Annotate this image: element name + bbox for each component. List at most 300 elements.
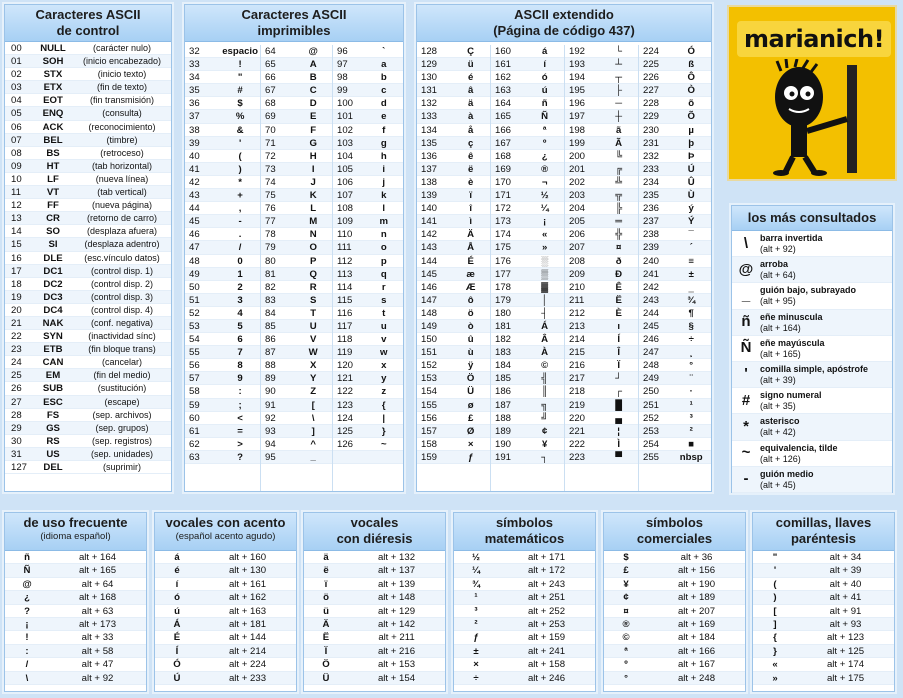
bottom-panel-list: [753, 551, 894, 685]
table-row: [639, 333, 711, 346]
character-glyph: [: [311, 399, 315, 411]
table-row: [185, 176, 261, 189]
alt-code: alt + 91: [829, 605, 862, 617]
character-glyph: |: [382, 412, 386, 424]
character-glyph: ù: [467, 347, 474, 359]
table-row: [5, 265, 171, 278]
most-consulted-list: [732, 231, 892, 493]
character-glyph: ≡: [688, 255, 694, 267]
bottom-panel-title: vocales: [350, 515, 399, 530]
code-number: 60: [189, 412, 200, 424]
code-number: 112: [337, 255, 353, 267]
character-glyph: ): [238, 163, 242, 175]
bottom-panel-0: [4, 512, 147, 692]
code-number: 52: [189, 307, 200, 319]
code-number: 42: [189, 176, 200, 188]
character-glyph: º: [542, 137, 547, 149]
table-row: [185, 320, 261, 333]
code-number: 181: [495, 320, 512, 332]
character-glyph: ;: [238, 399, 242, 411]
character-glyph: É: [173, 632, 181, 644]
table-row: [417, 294, 491, 307]
character-glyph: $: [623, 552, 629, 563]
code-number: 78: [265, 229, 276, 241]
character-glyph: þ: [688, 137, 695, 149]
code-number: 94: [265, 438, 276, 450]
table-row: [185, 281, 261, 294]
character-glyph: @: [308, 46, 318, 57]
alt-code: alt + 172: [527, 565, 566, 577]
table-row: [454, 564, 595, 577]
table-row: [5, 68, 171, 81]
character-glyph: Ù: [687, 190, 695, 202]
character-glyph: ª: [624, 645, 628, 657]
character-glyph: J: [310, 176, 316, 188]
code-number: 83: [265, 294, 276, 306]
character-glyph: b: [380, 72, 387, 84]
code-number: 49: [189, 268, 200, 280]
table-row: [491, 228, 565, 241]
character-glyph: 6: [237, 334, 243, 346]
alt-code: alt + 163: [228, 605, 267, 617]
control-chars-title-line1: Caracteres ASCII: [35, 7, 141, 22]
character-description: [760, 415, 892, 438]
code-number: 174: [495, 229, 512, 241]
character-glyph: Þ: [687, 150, 695, 162]
table-row: [333, 255, 403, 268]
code-number: 13: [11, 213, 22, 225]
table-row: [565, 294, 639, 307]
table-row: [753, 658, 894, 671]
table-row: [5, 409, 171, 422]
code-number: 219: [569, 399, 586, 411]
table-row: [417, 71, 491, 84]
code-number: 184: [495, 360, 512, 372]
alt-code: alt + 154: [377, 672, 416, 684]
code-number: 08: [11, 147, 22, 159]
character-glyph: nbsp: [679, 451, 703, 463]
character-glyph: ð: [615, 255, 622, 267]
control-description: (tab horizontal): [91, 160, 153, 171]
bottom-panel-title: símbolos: [645, 515, 704, 530]
character-glyph: x: [381, 360, 387, 372]
character-glyph: ©: [622, 632, 630, 644]
code-number: 230: [643, 124, 660, 136]
character-glyph: É: [467, 255, 474, 267]
bottom-panel-subtitle: (español acento agudo): [175, 531, 276, 542]
table-row: [565, 137, 639, 150]
character-glyph: (: [773, 578, 777, 590]
control-description: (inicio texto): [97, 69, 147, 80]
code-number: 75: [265, 190, 276, 202]
table-row: [304, 564, 445, 577]
alt-code: alt + 123: [826, 632, 865, 644]
table-row: [333, 150, 403, 163]
code-number: 34: [189, 72, 200, 84]
control-abbrev: GS: [46, 422, 60, 434]
alt-code: (alt + 42): [760, 427, 796, 438]
table-row: [5, 317, 171, 330]
character-glyph: M: [309, 216, 318, 228]
alt-code: alt + 251: [527, 592, 566, 604]
alt-code: alt + 252: [527, 605, 566, 617]
character-glyph: ©: [541, 360, 549, 372]
control-description: (consulta): [102, 108, 142, 119]
character-glyph: X: [309, 360, 317, 372]
code-number: 14: [11, 226, 22, 238]
control-description: (sep. archivos): [92, 409, 152, 420]
extended-column: [565, 45, 639, 464]
character-glyph: \: [25, 672, 29, 684]
code-number: 188: [495, 412, 512, 424]
bottom-panel-title: vocales con acento: [165, 515, 286, 530]
table-row: [5, 199, 171, 212]
character-glyph: Z: [310, 386, 317, 398]
table-row: [185, 359, 261, 372]
character-glyph: ?: [24, 605, 30, 617]
code-number: 117: [337, 320, 353, 332]
control-description: (nueva página): [91, 200, 153, 211]
code-number: 102: [337, 124, 354, 136]
code-number: 44: [189, 203, 200, 215]
table-row: [261, 84, 333, 97]
code-number: 200: [569, 150, 586, 162]
character-glyph: I: [311, 163, 315, 175]
table-row: [5, 435, 171, 448]
table-row: [155, 672, 296, 685]
code-number: 165: [495, 111, 512, 123]
control-description: (fin bloque trans): [88, 344, 156, 355]
alt-code: alt + 216: [377, 645, 416, 657]
extended-ascii-header: [417, 5, 711, 42]
table-row: [261, 412, 333, 425]
table-row: [5, 605, 146, 618]
control-abbrev: NAK: [42, 317, 64, 329]
code-number: 93: [265, 425, 276, 437]
control-abbrev: DEL: [43, 462, 63, 473]
alt-code: alt + 36: [680, 552, 713, 563]
alt-code: alt + 169: [677, 618, 716, 630]
code-number: 38: [189, 124, 200, 136]
printable-chars-header: [185, 5, 403, 42]
character-glyph: @: [22, 578, 32, 590]
control-description: (nueva línea): [95, 173, 149, 184]
table-row: [491, 281, 565, 294]
table-row: [639, 425, 711, 438]
table-row: [333, 45, 403, 58]
description-name: eñe mayúscula: [760, 337, 825, 348]
table-row: [454, 578, 595, 591]
extended-column: [491, 45, 565, 464]
code-number: 17: [11, 265, 22, 277]
table-row: [333, 320, 403, 333]
table-row: [261, 281, 333, 294]
table-row: [185, 97, 261, 110]
code-number: 193: [569, 59, 586, 71]
character-glyph: 2: [237, 281, 243, 293]
table-row: [417, 255, 491, 268]
table-row: [565, 451, 639, 464]
character-glyph: ┌: [615, 386, 623, 398]
code-number: 128: [421, 46, 438, 57]
code-number: 82: [265, 281, 276, 293]
table-row: [639, 58, 711, 71]
code-number: 10: [11, 173, 22, 185]
table-row: [5, 422, 171, 435]
code-number: 210: [569, 281, 586, 293]
alt-code: alt + 181: [228, 618, 267, 630]
code-number: 252: [643, 412, 660, 424]
table-row: [491, 241, 565, 254]
table-row: [565, 97, 639, 110]
character-glyph: 5: [237, 320, 243, 332]
table-row: [5, 81, 171, 94]
table-row: [565, 320, 639, 333]
code-number: 167: [495, 137, 512, 149]
control-abbrev: NULL: [40, 43, 66, 54]
table-row: [5, 147, 171, 160]
bottom-panel-subtitle: (idioma español): [40, 531, 111, 542]
character-glyph: z: [381, 386, 387, 398]
control-abbrev: BEL: [43, 134, 63, 146]
character-glyph: ¡: [25, 618, 29, 630]
control-description: (control disp. 1): [90, 265, 154, 276]
table-row: [333, 438, 403, 451]
table-row: [333, 294, 403, 307]
code-number: 57: [189, 373, 200, 385]
table-row: [185, 241, 261, 254]
code-number: 213: [569, 320, 586, 332]
table-row: [417, 176, 491, 189]
table-row: [565, 150, 639, 163]
description-name: comilla simple, apóstrofe: [760, 364, 869, 375]
table-row: [417, 45, 491, 58]
table-row: [565, 215, 639, 228]
code-number: 26: [11, 383, 22, 395]
table-row: [185, 189, 261, 202]
character-glyph: Ø: [466, 425, 475, 437]
most-consulted-header: [732, 206, 892, 231]
character-glyph: ╗: [541, 399, 549, 411]
control-description: (timbre): [106, 134, 138, 145]
code-number: 197: [569, 111, 586, 123]
code-number: 84: [265, 307, 276, 319]
control-abbrev: EOT: [43, 95, 63, 107]
table-row: [5, 631, 146, 644]
character-glyph: ┬: [615, 72, 623, 84]
code-number: 201: [569, 163, 586, 175]
character-description: [760, 258, 892, 281]
table-row: [639, 228, 711, 241]
list-item: [732, 388, 892, 414]
character-glyph: ß: [688, 59, 695, 71]
table-row: [491, 215, 565, 228]
control-description: (retorno de carro): [86, 213, 158, 224]
table-row: [639, 268, 711, 281]
character-glyph: [365, 451, 404, 463]
character-glyph: £: [467, 412, 474, 424]
bottom-panel-title-line2: comerciales: [636, 531, 713, 546]
code-number: 171: [495, 190, 512, 202]
bottom-panel-header: [604, 513, 745, 551]
table-row: [565, 399, 639, 412]
character-glyph: ¤: [623, 605, 629, 617]
code-number: 101: [337, 111, 354, 123]
list-item: [732, 310, 892, 336]
table-row: [155, 591, 296, 604]
character-glyph: Ä: [467, 229, 475, 241]
code-number: 01: [11, 56, 22, 68]
character-glyph: 7: [237, 347, 243, 359]
alt-code: alt + 243: [527, 578, 566, 590]
control-abbrev: ETX: [43, 82, 63, 94]
table-row: [565, 189, 639, 202]
table-row: [417, 359, 491, 372]
alt-code: alt + 64: [81, 578, 114, 590]
code-number: 136: [421, 150, 438, 162]
table-row: [639, 176, 711, 189]
character-glyph: ï: [469, 190, 472, 202]
column-divider: [564, 45, 565, 491]
code-number: 216: [569, 360, 586, 372]
code-number: 89: [265, 373, 276, 385]
table-row: [5, 356, 171, 369]
list-item: [732, 467, 892, 493]
table-row: [5, 134, 171, 147]
alt-code: (alt + 95): [760, 296, 796, 307]
table-row: [185, 399, 261, 412]
code-number: 05: [11, 108, 22, 120]
character-glyph: \: [743, 234, 749, 252]
table-row: [417, 320, 491, 333]
character-glyph: B: [309, 72, 317, 84]
code-number: 124: [337, 412, 354, 424]
character-glyph: û: [467, 334, 474, 346]
code-number: 100: [337, 98, 354, 110]
table-row: [417, 137, 491, 150]
code-number: 144: [421, 255, 438, 267]
table-row: [417, 189, 491, 202]
code-number: 46: [189, 229, 200, 241]
character-glyph: T: [310, 307, 317, 319]
control-abbrev: CR: [46, 213, 60, 225]
alt-code: alt + 211: [378, 632, 415, 644]
character-glyph: õ: [688, 98, 695, 110]
table-row: [261, 241, 333, 254]
code-number: 120: [337, 360, 354, 372]
table-row: [491, 97, 565, 110]
code-number: 03: [11, 82, 22, 94]
code-number: 234: [643, 176, 660, 188]
character-glyph: °: [689, 360, 694, 372]
character-glyph: ò: [467, 320, 474, 332]
table-row: [5, 121, 171, 134]
code-number: 209: [569, 268, 586, 280]
code-number: 233: [643, 163, 660, 175]
character-glyph: ¹: [689, 399, 693, 411]
printable-column: [185, 45, 261, 464]
table-row: [304, 618, 445, 631]
table-row: [639, 71, 711, 84]
code-number: 65: [265, 59, 276, 71]
table-row: [261, 399, 333, 412]
code-number: 206: [569, 229, 586, 241]
table-row: [604, 605, 745, 618]
table-row: [565, 359, 639, 372]
character-glyph: Ä: [322, 618, 330, 630]
code-number: 191: [495, 451, 512, 463]
character-glyph: ¦: [617, 425, 620, 437]
control-chars-list: [5, 42, 171, 474]
table-row: [5, 672, 146, 685]
character-glyph: Ó: [173, 659, 181, 671]
character-glyph: :: [25, 645, 29, 657]
table-row: [454, 658, 595, 671]
code-number: 35: [189, 85, 200, 97]
code-number: 97: [337, 59, 348, 71]
table-row: [155, 564, 296, 577]
table-row: [565, 346, 639, 359]
alt-code: alt + 241: [527, 645, 566, 657]
character-glyph: ö: [323, 592, 329, 604]
table-row: [333, 412, 403, 425]
character-glyph: Á: [173, 618, 181, 630]
character-glyph: │: [541, 294, 548, 306]
description-name: equivalencia, tilde: [760, 442, 838, 453]
table-row: [417, 425, 491, 438]
table-row: [604, 551, 745, 564]
control-chars-header: [5, 5, 171, 42]
character-glyph: Ç: [467, 46, 475, 57]
character-glyph: c: [381, 85, 387, 97]
table-row: [185, 137, 261, 150]
table-row: [261, 333, 333, 346]
character-glyph: ô: [467, 294, 474, 306]
code-number: 113: [337, 268, 353, 280]
table-row: [417, 412, 491, 425]
table-row: [454, 672, 595, 685]
character-glyph: ╠: [615, 203, 623, 215]
character-glyph: Ã: [615, 137, 623, 149]
description-name: guión medio: [760, 468, 814, 479]
character-glyph: V: [309, 334, 317, 346]
alt-code: alt + 41: [829, 592, 862, 604]
character-glyph: -: [743, 470, 749, 488]
alt-code: (alt + 64): [760, 270, 796, 281]
code-number: 87: [265, 347, 276, 359]
control-abbrev: ETB: [43, 344, 63, 356]
table-row: [565, 163, 639, 176]
character-glyph: §: [688, 320, 694, 332]
code-number: 176: [495, 255, 512, 267]
code-number: 130: [421, 72, 438, 84]
control-abbrev: FS: [46, 409, 60, 421]
table-row: [639, 412, 711, 425]
extended-ascii-panel: [416, 4, 712, 492]
control-abbrev: ENQ: [42, 108, 64, 120]
code-number: 47: [189, 242, 200, 254]
table-row: [185, 150, 261, 163]
code-number: 192: [569, 46, 586, 57]
table-row: [333, 163, 403, 176]
code-number: 177: [495, 268, 512, 280]
bottom-panel-header: [454, 513, 595, 551]
table-row: [333, 385, 403, 398]
character-glyph: ·: [689, 386, 693, 398]
code-number: 91: [265, 399, 276, 411]
code-number: 154: [421, 386, 438, 398]
code-number: 129: [421, 59, 438, 71]
